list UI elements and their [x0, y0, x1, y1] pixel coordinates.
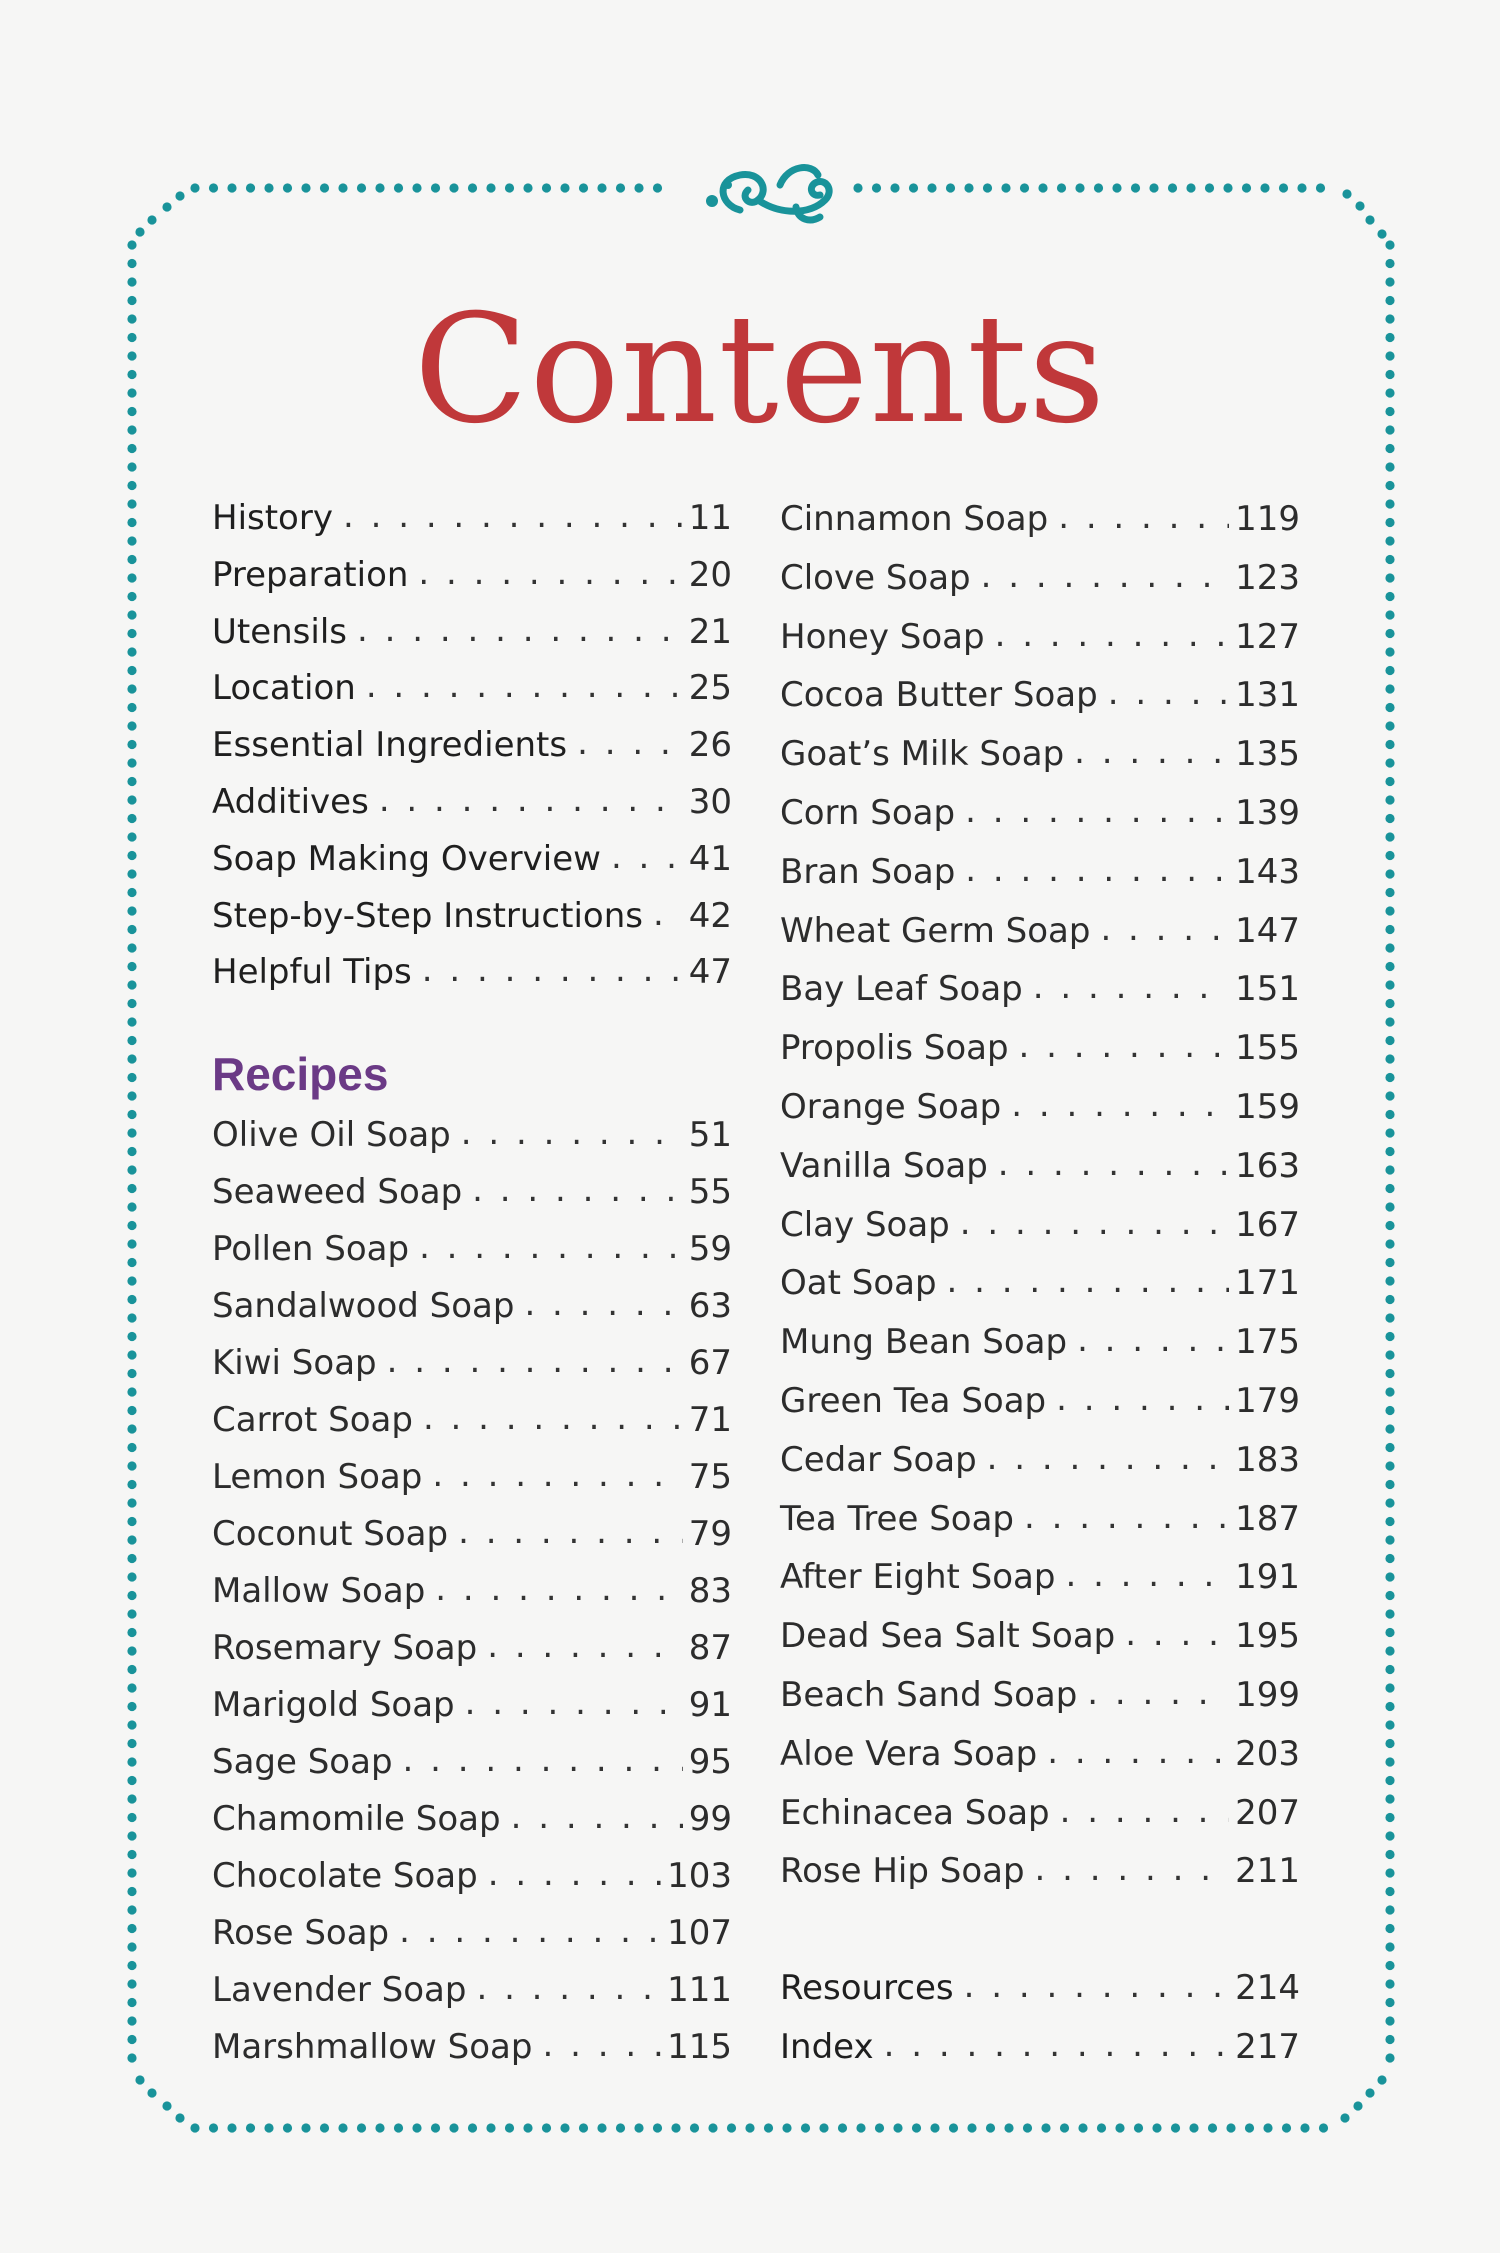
- toc-entry: [212, 490, 732, 547]
- toc-entry-page-number: 187: [1235, 1498, 1300, 1539]
- toc-entry-page-number: 191: [1235, 1557, 1300, 1598]
- dot-leader: [487, 1618, 683, 1675]
- end-matter-list: [780, 1959, 1300, 2077]
- toc-entry-page-number: 131: [1235, 675, 1300, 716]
- toc-entry-page-number: 26: [688, 725, 732, 766]
- toc-entry: [780, 1666, 1300, 1725]
- toc-entry: [212, 660, 732, 717]
- toc-entry: [780, 784, 1300, 843]
- dot-leader: [964, 1957, 1229, 2016]
- toc-entry: [212, 1905, 732, 1962]
- toc-entry-title: Wheat Germ Soap: [780, 910, 1091, 951]
- toc-entry-page-number: 127: [1235, 616, 1300, 657]
- toc-entry-page-number: 30: [688, 781, 732, 822]
- dot-leader: [1058, 488, 1229, 547]
- dot-leader: [1125, 1605, 1229, 1664]
- toc-entry-title: Honey Soap: [780, 616, 985, 657]
- toc-entry-page-number: 151: [1235, 969, 1300, 1010]
- toc-entry-title: Preparation: [212, 554, 409, 595]
- dot-leader: [366, 658, 683, 715]
- toc-entry-title: Carrot Soap: [212, 1400, 413, 1441]
- dot-leader: [435, 1561, 682, 1618]
- toc-entry-page-number: 163: [1235, 1145, 1300, 1186]
- dot-leader: [524, 1276, 682, 1333]
- toc-entry: [212, 1620, 732, 1677]
- toc-entry-title: Chamomile Soap: [212, 1799, 501, 1840]
- dot-leader: [653, 886, 683, 943]
- toc-entry-page-number: 41: [688, 838, 732, 879]
- toc-entry-page-number: 67: [688, 1343, 732, 1384]
- toc-entry: [212, 1848, 732, 1905]
- dot-leader: [387, 1333, 683, 1390]
- toc-entry-title: Lemon Soap: [212, 1457, 423, 1498]
- toc-entry-title: Cedar Soap: [780, 1439, 977, 1480]
- toc-entry-page-number: 103: [667, 1856, 732, 1897]
- toc-entry: [212, 1107, 732, 1164]
- toc-entry: [780, 490, 1300, 549]
- toc-entry: [780, 549, 1300, 608]
- dot-leader: [465, 1675, 683, 1732]
- toc-entry: [212, 1677, 732, 1734]
- dot-leader: [1047, 1723, 1229, 1782]
- toc-entry-page-number: 71: [688, 1400, 732, 1441]
- recipe-list-left: [212, 1107, 732, 2076]
- toc-entry-title: Olive Oil Soap: [212, 1115, 451, 1156]
- toc-entry-title: After Eight Soap: [780, 1557, 1056, 1598]
- toc-entry: [780, 1784, 1300, 1843]
- toc-entry-page-number: 203: [1235, 1733, 1300, 1774]
- toc-entry: [780, 1254, 1300, 1313]
- toc-entry: [780, 1842, 1300, 1901]
- toc-entry: [212, 831, 732, 888]
- toc-entry-page-number: 195: [1235, 1616, 1300, 1657]
- toc-entry-page-number: 207: [1235, 1792, 1300, 1833]
- toc-entry: [780, 1196, 1300, 1255]
- toc-entry: [780, 666, 1300, 725]
- toc-entry: [212, 1221, 732, 1278]
- dot-leader: [422, 942, 683, 999]
- toc-entry: [780, 1431, 1300, 1490]
- dot-leader: [461, 1105, 683, 1162]
- toc-entry-title: Rose Hip Soap: [780, 1851, 1025, 1892]
- toc-entry-title: Helpful Tips: [212, 952, 412, 993]
- toc-entry-title: Seaweed Soap: [212, 1172, 463, 1213]
- dot-leader: [965, 841, 1229, 900]
- toc-entry-page-number: 119: [1235, 499, 1300, 539]
- dot-leader: [611, 829, 683, 886]
- toc-entry: [780, 843, 1300, 902]
- toc-entry-title: Sage Soap: [212, 1742, 393, 1783]
- toc-entry-title: Rose Soap: [212, 1913, 390, 1954]
- toc-entry: [212, 717, 732, 774]
- toc-entry: [212, 1449, 732, 1506]
- dot-leader: [399, 1903, 661, 1960]
- toc-entry-page-number: 123: [1235, 557, 1300, 598]
- toc-entry-page-number: 42: [688, 895, 732, 936]
- toc-entry: [212, 1563, 732, 1620]
- dot-leader: [1065, 1546, 1229, 1605]
- toc-entry: [780, 1137, 1300, 1196]
- toc-entry-title: Sandalwood Soap: [212, 1286, 515, 1327]
- toc-entry-title: Cinnamon Soap: [780, 499, 1049, 539]
- dot-leader: [458, 1504, 683, 1561]
- dot-leader: [1056, 1370, 1229, 1429]
- toc-entry-title: Goat’s Milk Soap: [780, 734, 1065, 775]
- toc-entry-page-number: 147: [1235, 910, 1300, 951]
- contents-right-column: [780, 490, 1300, 2077]
- toc-entry-page-number: 21: [688, 611, 732, 652]
- toc-entry: [780, 1313, 1300, 1372]
- dot-leader: [542, 2017, 661, 2074]
- dot-leader: [1074, 723, 1229, 782]
- dot-leader: [981, 547, 1229, 606]
- chapter-list: [212, 490, 732, 1001]
- toc-entry-title: Pollen Soap: [212, 1229, 410, 1270]
- toc-entry: [780, 1372, 1300, 1431]
- toc-entry-title: Aloe Vera Soap: [780, 1733, 1038, 1774]
- dot-leader: [1019, 1017, 1230, 1076]
- toc-entry-title: Oat Soap: [780, 1263, 937, 1304]
- toc-entry-title: Marshmallow Soap: [212, 2027, 533, 2068]
- toc-entry-page-number: 87: [688, 1628, 732, 1669]
- toc-entry-page-number: 175: [1235, 1322, 1300, 1363]
- toc-entry-page-number: 51: [688, 1115, 732, 1156]
- dot-leader: [423, 1390, 683, 1447]
- toc-entry: [212, 1962, 732, 2019]
- toc-entry: [212, 944, 732, 1001]
- toc-entry-title: Soap Making Overview: [212, 838, 601, 879]
- dot-leader: [987, 1429, 1229, 1488]
- toc-entry: [780, 2018, 1300, 2077]
- toc-entry-page-number: 211: [1235, 1851, 1300, 1892]
- toc-entry-page-number: 63: [688, 1286, 732, 1327]
- dot-leader: [432, 1447, 682, 1504]
- dot-leader: [884, 2016, 1229, 2075]
- toc-entry-page-number: 135: [1235, 734, 1300, 775]
- toc-entry-page-number: 199: [1235, 1674, 1300, 1715]
- toc-entry-page-number: 183: [1235, 1439, 1300, 1480]
- toc-entry-title: History: [212, 498, 333, 538]
- toc-entry-page-number: 143: [1235, 851, 1300, 892]
- dot-leader: [1077, 1311, 1229, 1370]
- toc-entry-page-number: 179: [1235, 1380, 1300, 1421]
- dot-leader: [960, 1194, 1229, 1253]
- dot-leader: [1035, 1840, 1230, 1899]
- toc-entry-title: Chocolate Soap: [212, 1856, 478, 1897]
- toc-entry-title: Echinacea Soap: [780, 1792, 1050, 1833]
- toc-entry-page-number: 95: [688, 1742, 732, 1783]
- toc-entry-title: Marigold Soap: [212, 1685, 455, 1726]
- toc-entry-title: Cocoa Butter Soap: [780, 675, 1098, 716]
- toc-entry-title: Bran Soap: [780, 851, 956, 892]
- toc-entry-page-number: 171: [1235, 1263, 1300, 1304]
- toc-entry: [212, 1335, 732, 1392]
- toc-entry: [212, 1278, 732, 1335]
- toc-entry-page-number: 83: [688, 1571, 732, 1612]
- dot-leader: [357, 602, 683, 659]
- toc-entry: [780, 608, 1300, 667]
- dot-leader: [343, 488, 683, 545]
- toc-entry-page-number: 217: [1235, 2026, 1300, 2067]
- toc-entry-page-number: 214: [1235, 1968, 1300, 2009]
- dot-leader: [403, 1732, 683, 1789]
- dot-leader: [511, 1789, 683, 1846]
- toc-entry-title: Corn Soap: [780, 792, 956, 833]
- toc-entry: [212, 1506, 732, 1563]
- toc-entry: [212, 888, 732, 945]
- toc-entry-page-number: 47: [688, 952, 732, 993]
- toc-entry: [780, 1725, 1300, 1784]
- toc-entry-page-number: 139: [1235, 792, 1300, 833]
- contents-left-column: [212, 490, 732, 2076]
- dot-leader: [476, 1960, 661, 2017]
- toc-entry: [780, 1607, 1300, 1666]
- toc-entry-page-number: 75: [688, 1457, 732, 1498]
- toc-entry: [212, 2019, 732, 2076]
- toc-entry-page-number: 159: [1235, 1086, 1300, 1127]
- toc-entry-page-number: 91: [688, 1685, 732, 1726]
- toc-entry-page-number: 111: [667, 1970, 732, 2011]
- toc-entry-title: Beach Sand Soap: [780, 1674, 1078, 1715]
- toc-entry-page-number: 11: [688, 498, 732, 538]
- toc-entry-page-number: 99: [688, 1799, 732, 1840]
- toc-entry: [212, 1392, 732, 1449]
- toc-entry: [212, 604, 732, 661]
- dot-leader: [577, 715, 683, 772]
- dot-leader: [1060, 1782, 1229, 1841]
- dot-leader: [488, 1846, 661, 1903]
- toc-entry-title: Orange Soap: [780, 1086, 1002, 1127]
- toc-entry-page-number: 20: [688, 554, 732, 595]
- toc-entry-title: Step-by-Step Instructions: [212, 895, 643, 936]
- toc-entry-title: Tea Tree Soap: [780, 1498, 1014, 1539]
- dot-leader: [1011, 1076, 1229, 1135]
- swirl-ornament-icon: [706, 168, 829, 220]
- toc-entry: [780, 1548, 1300, 1607]
- dot-leader: [1033, 958, 1229, 1017]
- page-title: Contents: [413, 283, 1107, 457]
- toc-entry-page-number: 25: [688, 668, 732, 709]
- toc-entry: [212, 547, 732, 604]
- toc-entry-title: Rosemary Soap: [212, 1628, 478, 1669]
- toc-entry-title: Index: [780, 2026, 874, 2067]
- toc-entry-title: Vanilla Soap: [780, 1145, 988, 1186]
- dot-leader: [995, 606, 1230, 665]
- toc-entry: [780, 1490, 1300, 1549]
- toc-entry-title: Location: [212, 668, 356, 709]
- toc-entry: [780, 902, 1300, 961]
- toc-entry: [780, 725, 1300, 784]
- dot-leader: [947, 1252, 1230, 1311]
- toc-entry-title: Bay Leaf Soap: [780, 969, 1023, 1010]
- toc-entry-page-number: 107: [667, 1913, 732, 1954]
- toc-entry: [780, 1019, 1300, 1078]
- dot-leader: [418, 545, 682, 602]
- toc-entry: [212, 774, 732, 831]
- dot-leader: [379, 772, 683, 829]
- dot-leader: [965, 782, 1229, 841]
- toc-entry-title: Utensils: [212, 611, 348, 652]
- dot-leader: [1108, 664, 1229, 723]
- toc-entry-title: Propolis Soap: [780, 1028, 1009, 1069]
- toc-entry: [212, 1734, 732, 1791]
- toc-entry: [780, 1959, 1300, 2018]
- toc-entry-title: Clay Soap: [780, 1204, 950, 1245]
- toc-entry: [212, 1164, 732, 1221]
- toc-entry-title: Resources: [780, 1968, 954, 2009]
- toc-entry: [780, 960, 1300, 1019]
- dot-leader: [419, 1219, 683, 1276]
- dot-leader: [1087, 1664, 1229, 1723]
- toc-entry-title: Lavender Soap: [212, 1970, 467, 2011]
- toc-entry-page-number: 79: [688, 1514, 732, 1555]
- toc-entry-title: Clove Soap: [780, 557, 971, 598]
- toc-entry: [780, 1078, 1300, 1137]
- toc-entry-title: Coconut Soap: [212, 1514, 449, 1555]
- toc-entry-title: Additives: [212, 781, 369, 822]
- recipe-list-right: [780, 490, 1300, 1901]
- toc-entry-title: Essential Ingredients: [212, 725, 568, 766]
- toc-entry-title: Green Tea Soap: [780, 1380, 1047, 1421]
- toc-entry-title: Kiwi Soap: [212, 1343, 377, 1384]
- toc-entry-page-number: 167: [1235, 1204, 1300, 1245]
- dot-leader: [998, 1135, 1229, 1194]
- toc-entry-title: Mung Bean Soap: [780, 1322, 1068, 1363]
- toc-entry-page-number: 115: [667, 2027, 732, 2068]
- dot-leader: [1100, 900, 1229, 959]
- recipes-heading: Recipes: [212, 1048, 389, 1101]
- toc-entry-title: Mallow Soap: [212, 1571, 426, 1612]
- dot-leader: [1024, 1488, 1229, 1547]
- toc-entry-page-number: 55: [688, 1172, 732, 1213]
- toc-entry: [212, 1791, 732, 1848]
- dot-leader: [472, 1162, 683, 1219]
- toc-entry-title: Dead Sea Salt Soap: [780, 1616, 1116, 1657]
- toc-entry-page-number: 59: [688, 1229, 732, 1270]
- toc-entry-page-number: 155: [1235, 1028, 1300, 1069]
